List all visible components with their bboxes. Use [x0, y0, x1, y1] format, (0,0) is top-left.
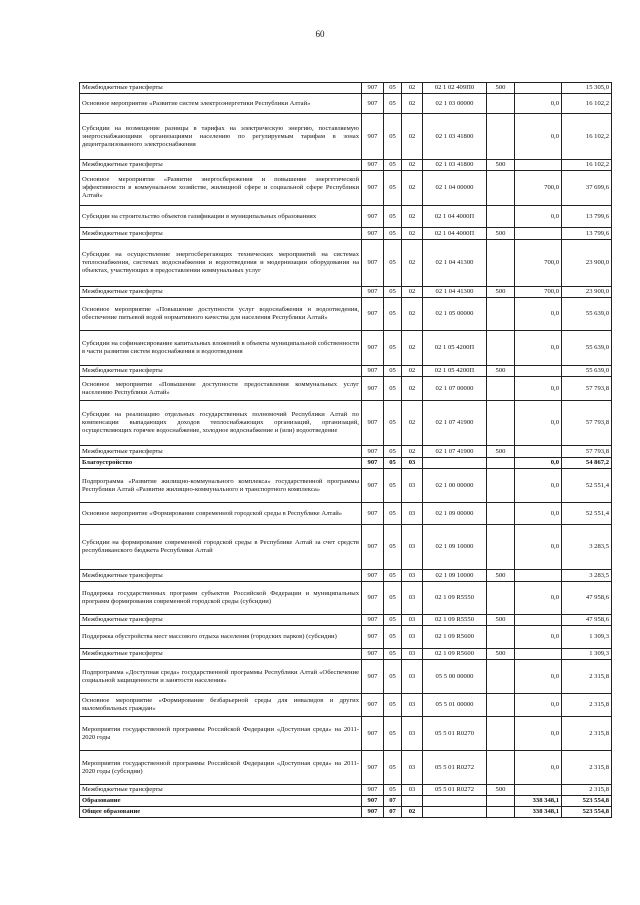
expense-name-cell: Основное мероприятие «Развитие систем электроэнергетики Республики Алтай» [80, 94, 362, 114]
subsection-code-cell [402, 796, 423, 807]
expense-type-cell: 500 [487, 615, 515, 626]
amount-total-cell: 16 102,2 [562, 114, 612, 160]
ministry-code-cell: 907 [362, 298, 384, 331]
table-row [80, 206, 612, 228]
amount-first-cell [515, 785, 562, 796]
ministry-code-cell: 907 [362, 785, 384, 796]
target-article-cell: 02 1 03 41800 [423, 114, 487, 160]
expense-name-cell: Благоустройство [80, 458, 362, 469]
subsection-code-cell: 02 [402, 240, 423, 287]
expense-name-cell: Поддержка государственных программ субъектов Российской Федерации и муниципальных программ формирования современной городской среды (субсидии) [80, 582, 362, 615]
expense-type-cell: 500 [487, 83, 515, 94]
expense-type-cell [487, 114, 515, 160]
table-row [80, 807, 612, 818]
table-row [80, 401, 612, 446]
ministry-code-cell: 907 [362, 615, 384, 626]
target-article-cell [423, 458, 487, 469]
expense-type-cell: 500 [487, 446, 515, 458]
expense-type-cell [487, 171, 515, 206]
expense-name-cell: Поддержка обустройства мест массового отдыха населения (городских парков) (субсидии) [80, 626, 362, 649]
subsection-code-cell: 02 [402, 401, 423, 446]
table-row [80, 298, 612, 331]
amount-total-cell: 2 315,8 [562, 751, 612, 785]
amount-first-cell [515, 83, 562, 94]
amount-first-cell: 0,0 [515, 298, 562, 331]
section-code-cell: 05 [384, 206, 402, 228]
ministry-code-cell: 907 [362, 807, 384, 818]
subsection-code-cell: 02 [402, 366, 423, 377]
section-code-cell: 05 [384, 401, 402, 446]
target-article-cell: 02 1 05 4200П [423, 366, 487, 377]
amount-total-cell: 47 958,6 [562, 582, 612, 615]
target-article-cell [423, 807, 487, 818]
expense-name-cell: Межбюджетные трансферты [80, 228, 362, 240]
section-code-cell: 05 [384, 582, 402, 615]
subsection-code-cell: 02 [402, 807, 423, 818]
subsection-code-cell: 03 [402, 525, 423, 570]
expense-name-cell: Основное мероприятие «Формирование безбарьерной среды для инвалидов и других маломобильных граждан» [80, 694, 362, 717]
amount-total-cell: 55 639,0 [562, 298, 612, 331]
section-code-cell: 05 [384, 228, 402, 240]
expense-name-cell: Субсидии на реализацию отдельных государственных полномочий Республики Алтай по компенсации выпадающих доходов теплоснабжающих организаций, организаций, осуществляющих горячее водоснабжение, холодное водоснабжение и (или) водоотведение [80, 401, 362, 446]
table-row [80, 469, 612, 503]
table-row [80, 751, 612, 785]
amount-total-cell: 1 309,3 [562, 626, 612, 649]
amount-first-cell: 0,0 [515, 626, 562, 649]
expense-type-cell [487, 401, 515, 446]
section-code-cell: 05 [384, 626, 402, 649]
ministry-code-cell: 907 [362, 160, 384, 171]
ministry-code-cell: 907 [362, 377, 384, 401]
amount-first-cell: 700,0 [515, 240, 562, 287]
subsection-code-cell: 03 [402, 503, 423, 525]
target-article-cell: 02 1 04 4000П [423, 206, 487, 228]
target-article-cell: 02 1 04 4000П [423, 228, 487, 240]
subsection-code-cell: 03 [402, 649, 423, 660]
target-article-cell: 02 1 09 R5550 [423, 615, 487, 626]
ministry-code-cell: 907 [362, 206, 384, 228]
amount-first-cell: 0,0 [515, 660, 562, 694]
table-row [80, 785, 612, 796]
expense-type-cell: 500 [487, 570, 515, 582]
expense-type-cell [487, 796, 515, 807]
table-row [80, 649, 612, 660]
subsection-code-cell: 02 [402, 298, 423, 331]
expense-name-cell: Основное мероприятие «Развитие энергосбережения и повышение энергетической эффективности в коммунальном хозяйстве, жилищной сфере и социальной сфере Республики Алтай» [80, 171, 362, 206]
table-body [80, 83, 612, 818]
amount-total-cell: 55 639,0 [562, 331, 612, 366]
expense-type-cell: 500 [487, 785, 515, 796]
expense-type-cell [487, 626, 515, 649]
amount-total-cell: 57 793,8 [562, 401, 612, 446]
expense-type-cell [487, 694, 515, 717]
ministry-code-cell: 907 [362, 582, 384, 615]
section-code-cell: 05 [384, 94, 402, 114]
section-code-cell: 07 [384, 796, 402, 807]
amount-total-cell: 52 551,4 [562, 503, 612, 525]
amount-first-cell [515, 649, 562, 660]
target-article-cell: 05 5 01 00000 [423, 694, 487, 717]
subsection-code-cell: 03 [402, 615, 423, 626]
expense-name-cell: Образование [80, 796, 362, 807]
amount-first-cell [515, 446, 562, 458]
amount-total-cell: 2 315,8 [562, 785, 612, 796]
expense-type-cell: 500 [487, 287, 515, 298]
target-article-cell: 02 1 03 00000 [423, 94, 487, 114]
amount-first-cell: 0,0 [515, 377, 562, 401]
section-code-cell: 05 [384, 240, 402, 287]
expense-name-cell: Основное мероприятие «Формирование современной городской среды в Республике Алтай» [80, 503, 362, 525]
table-row [80, 331, 612, 366]
ministry-code-cell: 907 [362, 694, 384, 717]
ministry-code-cell: 907 [362, 114, 384, 160]
section-code-cell: 05 [384, 694, 402, 717]
expense-type-cell: 500 [487, 366, 515, 377]
table-row [80, 366, 612, 377]
expense-type-cell [487, 751, 515, 785]
subsection-code-cell: 03 [402, 717, 423, 751]
expense-name-cell: Субсидии на формирование современной городской среды в Республике Алтай за счет средств республиканского бюджета Республики Алтай [80, 525, 362, 570]
ministry-code-cell: 907 [362, 660, 384, 694]
expense-name-cell: Межбюджетные трансферты [80, 83, 362, 94]
amount-total-cell: 47 958,6 [562, 615, 612, 626]
subsection-code-cell: 03 [402, 660, 423, 694]
target-article-cell: 02 1 09 10000 [423, 525, 487, 570]
expense-name-cell: Межбюджетные трансферты [80, 570, 362, 582]
table-row [80, 94, 612, 114]
expense-name-cell: Общее образование [80, 807, 362, 818]
section-code-cell: 05 [384, 503, 402, 525]
target-article-cell: 02 1 09 00000 [423, 503, 487, 525]
expense-type-cell [487, 582, 515, 615]
section-code-cell: 05 [384, 525, 402, 570]
expense-type-cell: 500 [487, 649, 515, 660]
subsection-code-cell: 03 [402, 469, 423, 503]
expense-name-cell: Основное мероприятие «Повышение доступности услуг водоснабжения и водоотведения, обеспечение питьевой водой нормативного качества для населения Республики Алтай» [80, 298, 362, 331]
expense-name-cell: Межбюджетные трансферты [80, 287, 362, 298]
section-code-cell: 05 [384, 114, 402, 160]
amount-total-cell: 2 315,8 [562, 694, 612, 717]
expense-type-cell: 500 [487, 228, 515, 240]
table-row [80, 660, 612, 694]
table-row [80, 114, 612, 160]
table-row [80, 160, 612, 171]
table-row [80, 240, 612, 287]
target-article-cell: 02 1 09 10000 [423, 570, 487, 582]
expense-type-cell [487, 807, 515, 818]
expense-name-cell: Межбюджетные трансферты [80, 160, 362, 171]
subsection-code-cell: 02 [402, 206, 423, 228]
target-article-cell: 02 1 05 4200П [423, 331, 487, 366]
expense-name-cell: Межбюджетные трансферты [80, 649, 362, 660]
target-article-cell: 05 5 01 R0272 [423, 785, 487, 796]
amount-total-cell: 52 551,4 [562, 469, 612, 503]
page-number: 60 [315, 29, 325, 39]
amount-first-cell [515, 366, 562, 377]
ministry-code-cell: 907 [362, 228, 384, 240]
section-code-cell: 05 [384, 469, 402, 503]
section-code-cell: 05 [384, 649, 402, 660]
ministry-code-cell: 907 [362, 240, 384, 287]
amount-total-cell: 54 867,2 [562, 458, 612, 469]
amount-total-cell: 13 799,6 [562, 228, 612, 240]
amount-first-cell: 338 348,1 [515, 807, 562, 818]
amount-first-cell: 0,0 [515, 717, 562, 751]
table-row [80, 615, 612, 626]
expense-type-cell [487, 331, 515, 366]
amount-first-cell [515, 615, 562, 626]
section-code-cell: 05 [384, 785, 402, 796]
target-article-cell: 02 1 04 41300 [423, 240, 487, 287]
expense-name-cell: Субсидии на софинансирование капитальных вложений в объекты муниципальной собственности в части развития систем водоснабжения и водоотведения [80, 331, 362, 366]
amount-first-cell: 0,0 [515, 525, 562, 570]
amount-total-cell: 16 102,2 [562, 94, 612, 114]
amount-first-cell: 700,0 [515, 171, 562, 206]
table-row [80, 570, 612, 582]
ministry-code-cell: 907 [362, 94, 384, 114]
target-article-cell: 02 1 02 409П0 [423, 83, 487, 94]
amount-total-cell: 55 639,0 [562, 366, 612, 377]
amount-first-cell [515, 228, 562, 240]
section-code-cell: 05 [384, 660, 402, 694]
amount-first-cell: 0,0 [515, 206, 562, 228]
subsection-code-cell: 02 [402, 228, 423, 240]
expense-name-cell: Субсидии на возмещение разницы в тарифах на электрическую энергию, поставляемую энергоснабжающими организациями населению по регулируемым тарифам в зонах децентрализованного электроснабжения [80, 114, 362, 160]
expense-type-cell [487, 298, 515, 331]
expense-name-cell: Основное мероприятие «Повышение доступности предоставления коммунальных услуг населению Республики Алтай» [80, 377, 362, 401]
table-row [80, 171, 612, 206]
amount-first-cell: 0,0 [515, 582, 562, 615]
budget-table [79, 82, 612, 818]
section-code-cell: 05 [384, 615, 402, 626]
amount-first-cell: 0,0 [515, 94, 562, 114]
amount-total-cell: 57 793,8 [562, 377, 612, 401]
amount-total-cell: 23 900,0 [562, 287, 612, 298]
target-article-cell: 02 1 03 41800 [423, 160, 487, 171]
expense-name-cell: Мероприятия государственной программы Российской Федерации «Доступная среда» на 2011-2020 годы [80, 717, 362, 751]
section-code-cell: 05 [384, 570, 402, 582]
amount-total-cell: 2 315,8 [562, 717, 612, 751]
target-article-cell: 02 1 07 41900 [423, 446, 487, 458]
target-article-cell: 02 1 04 00000 [423, 171, 487, 206]
subsection-code-cell: 02 [402, 446, 423, 458]
expense-type-cell [487, 240, 515, 287]
table-row [80, 717, 612, 751]
expense-name-cell: Подпрограмма «Доступная среда» государственной программы Республики Алтай «Обеспечение социальной защищенности и занятости населения» [80, 660, 362, 694]
ministry-code-cell: 907 [362, 626, 384, 649]
ministry-code-cell: 907 [362, 717, 384, 751]
table-row [80, 796, 612, 807]
target-article-cell: 02 1 09 R5550 [423, 582, 487, 615]
table-row [80, 83, 612, 94]
ministry-code-cell: 907 [362, 469, 384, 503]
ministry-code-cell: 907 [362, 446, 384, 458]
ministry-code-cell: 907 [362, 171, 384, 206]
table-row [80, 446, 612, 458]
ministry-code-cell: 907 [362, 796, 384, 807]
amount-first-cell: 0,0 [515, 114, 562, 160]
ministry-code-cell: 907 [362, 366, 384, 377]
expense-type-cell [487, 94, 515, 114]
amount-total-cell: 37 699,6 [562, 171, 612, 206]
expense-type-cell [487, 377, 515, 401]
target-article-cell: 05 5 01 R0270 [423, 717, 487, 751]
section-code-cell: 05 [384, 458, 402, 469]
subsection-code-cell: 02 [402, 94, 423, 114]
subsection-code-cell: 03 [402, 626, 423, 649]
expense-name-cell: Межбюджетные трансферты [80, 615, 362, 626]
expense-name-cell: Субсидии на осуществление энергосберегающих технических мероприятий на системах теплоснабжения, системах водоснабжения и водоотведения и модернизации оборудования на объектах, участвующих в предоставлении коммунальных услуг [80, 240, 362, 287]
subsection-code-cell: 03 [402, 694, 423, 717]
amount-total-cell: 13 799,6 [562, 206, 612, 228]
amount-first-cell [515, 160, 562, 171]
target-article-cell: 02 1 04 41300 [423, 287, 487, 298]
target-article-cell: 05 5 00 00000 [423, 660, 487, 694]
expense-type-cell [487, 717, 515, 751]
subsection-code-cell: 03 [402, 582, 423, 615]
section-code-cell: 05 [384, 171, 402, 206]
subsection-code-cell: 03 [402, 785, 423, 796]
amount-first-cell [515, 570, 562, 582]
table-row [80, 287, 612, 298]
expense-name-cell: Межбюджетные трансферты [80, 366, 362, 377]
expense-type-cell [487, 206, 515, 228]
ministry-code-cell: 907 [362, 751, 384, 785]
amount-total-cell: 523 554,8 [562, 807, 612, 818]
table-row [80, 228, 612, 240]
table-row [80, 525, 612, 570]
amount-total-cell: 16 102,2 [562, 160, 612, 171]
section-code-cell: 05 [384, 751, 402, 785]
amount-first-cell: 0,0 [515, 401, 562, 446]
section-code-cell: 05 [384, 331, 402, 366]
subsection-code-cell: 02 [402, 171, 423, 206]
amount-total-cell: 57 793,8 [562, 446, 612, 458]
amount-first-cell: 0,0 [515, 458, 562, 469]
subsection-code-cell: 02 [402, 114, 423, 160]
amount-first-cell: 338 348,1 [515, 796, 562, 807]
ministry-code-cell: 907 [362, 401, 384, 446]
ministry-code-cell: 907 [362, 503, 384, 525]
amount-total-cell: 3 283,5 [562, 570, 612, 582]
subsection-code-cell: 03 [402, 458, 423, 469]
table-row [80, 458, 612, 469]
section-code-cell: 05 [384, 377, 402, 401]
amount-first-cell: 0,0 [515, 331, 562, 366]
amount-total-cell: 23 900,0 [562, 240, 612, 287]
section-code-cell: 07 [384, 807, 402, 818]
section-code-cell: 05 [384, 446, 402, 458]
expense-type-cell [487, 469, 515, 503]
amount-first-cell: 0,0 [515, 503, 562, 525]
target-article-cell: 02 1 05 00000 [423, 298, 487, 331]
target-article-cell: 02 1 07 00000 [423, 377, 487, 401]
amount-total-cell: 15 305,0 [562, 83, 612, 94]
subsection-code-cell: 02 [402, 287, 423, 298]
expense-name-cell: Подпрограмма «Развитие жилищно-коммунального комплекса» государственной программы Республики Алтай «Развитие жилищно-коммунального и транспортного комплекса» [80, 469, 362, 503]
amount-first-cell: 0,0 [515, 469, 562, 503]
amount-total-cell: 1 309,3 [562, 649, 612, 660]
subsection-code-cell: 03 [402, 751, 423, 785]
target-article-cell [423, 796, 487, 807]
expense-type-cell [487, 503, 515, 525]
subsection-code-cell: 02 [402, 83, 423, 94]
section-code-cell: 05 [384, 287, 402, 298]
subsection-code-cell: 02 [402, 377, 423, 401]
target-article-cell: 05 5 01 R0272 [423, 751, 487, 785]
subsection-code-cell: 02 [402, 160, 423, 171]
expense-name-cell: Мероприятия государственной программы Российской Федерации «Доступная среда» на 2011-2020 годы (субсидии) [80, 751, 362, 785]
expense-type-cell [487, 458, 515, 469]
amount-total-cell: 2 315,8 [562, 660, 612, 694]
section-code-cell: 05 [384, 298, 402, 331]
ministry-code-cell: 907 [362, 458, 384, 469]
section-code-cell: 05 [384, 717, 402, 751]
section-code-cell: 05 [384, 366, 402, 377]
amount-first-cell: 0,0 [515, 751, 562, 785]
amount-first-cell: 0,0 [515, 694, 562, 717]
expense-type-cell [487, 660, 515, 694]
ministry-code-cell: 907 [362, 83, 384, 94]
ministry-code-cell: 907 [362, 525, 384, 570]
expense-name-cell: Межбюджетные трансферты [80, 785, 362, 796]
section-code-cell: 05 [384, 83, 402, 94]
target-article-cell: 02 1 09 R5600 [423, 649, 487, 660]
amount-total-cell: 3 283,5 [562, 525, 612, 570]
expense-type-cell: 500 [487, 160, 515, 171]
subsection-code-cell: 02 [402, 331, 423, 366]
table-row [80, 626, 612, 649]
amount-first-cell: 700,0 [515, 287, 562, 298]
table-row [80, 503, 612, 525]
amount-total-cell: 523 554,8 [562, 796, 612, 807]
ministry-code-cell: 907 [362, 331, 384, 366]
expense-name-cell: Межбюджетные трансферты [80, 446, 362, 458]
table-row [80, 582, 612, 615]
section-code-cell: 05 [384, 160, 402, 171]
ministry-code-cell: 907 [362, 287, 384, 298]
expense-type-cell [487, 525, 515, 570]
target-article-cell: 02 1 00 00000 [423, 469, 487, 503]
table-row [80, 694, 612, 717]
target-article-cell: 02 1 09 R5600 [423, 626, 487, 649]
ministry-code-cell: 907 [362, 570, 384, 582]
subsection-code-cell: 03 [402, 570, 423, 582]
table-row [80, 377, 612, 401]
expense-name-cell: Субсидии на строительство объектов газификации в муниципальных образованиях [80, 206, 362, 228]
target-article-cell: 02 1 07 41900 [423, 401, 487, 446]
ministry-code-cell: 907 [362, 649, 384, 660]
